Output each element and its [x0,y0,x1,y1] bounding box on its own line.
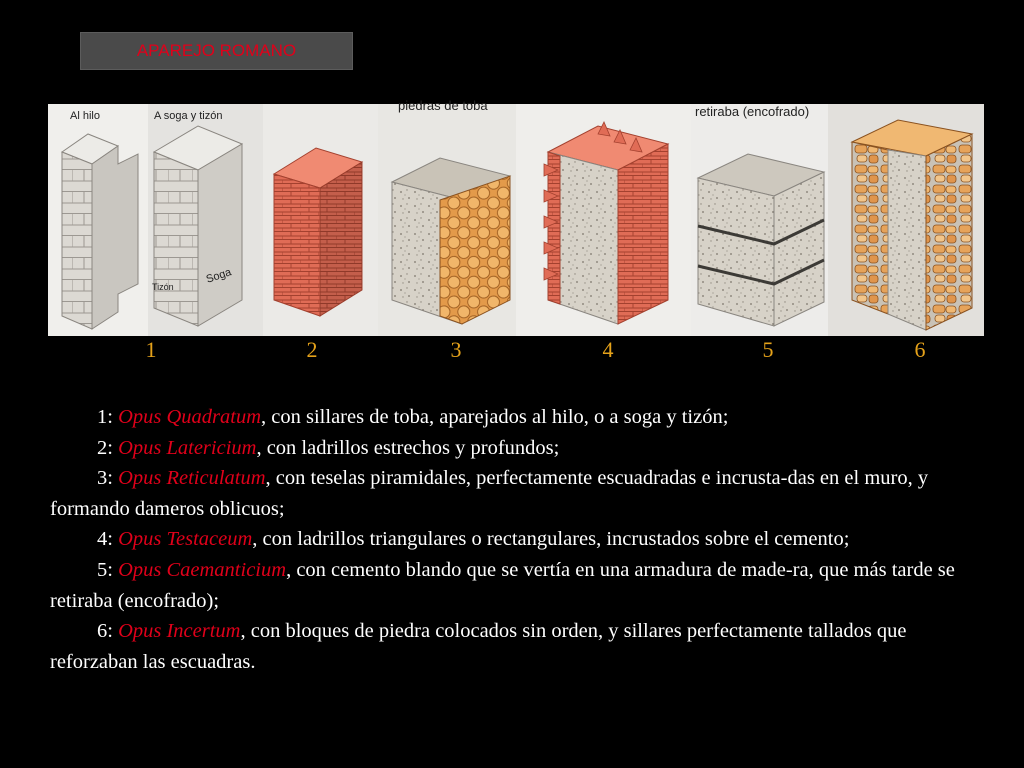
item-text: , con cemento blando que se vertía en una armadura de made-ra, que más tarde se retiraba (encofrado); [50,558,955,612]
item-text: , con bloques de piedra colocados sin orden, y sillares perfectamente tallados que reforzaban las escuadras. [50,620,907,673]
number-1: 1 [145,337,157,362]
wall-soga-tizon [154,126,242,326]
item-6 [50,616,984,677]
item-name: Opus Incertum [118,620,241,643]
item-5 [50,555,984,616]
label-al-hilo: Al hilo [70,110,100,122]
item-name: Opus Quadratum [118,406,262,428]
number-2: 2 [306,337,318,362]
wall-caementicium [698,154,824,326]
item-2 [50,433,984,464]
item-name: Opus Caemanticium [118,558,287,581]
label-soga-tizon: A soga y tizón [154,110,223,122]
wall-reticulatum [392,158,510,324]
item-3 [50,463,984,524]
masonry-drawing [48,104,984,336]
number-3: 3 [450,337,462,362]
item-4 [50,524,984,555]
label-tizon: Tizón [152,282,174,292]
item-number: 4: [97,528,119,551]
item-name: Opus Latericium [118,436,257,459]
wall-testaceum [544,122,668,324]
item-name: Opus Reticulatum [118,467,266,490]
item-number: 1: [97,406,119,428]
item-1 [50,402,984,433]
item-number: 3: [97,467,119,490]
number-5: 5 [762,337,774,362]
item-text: , con ladrillos estrechos y profundos; [256,436,560,459]
description-list [50,402,984,677]
item-text: , con sillares de toba, aparejados al hilo, o a soga y tizón; [261,406,729,428]
item-number: 6: [97,620,119,643]
item-text: , con ladrillos triangulares o rectangulares, incrustados sobre el cemento; [252,528,850,551]
wall-latericium [274,148,362,316]
label-toba: piedras de toba [398,98,488,113]
masonry-illustration [48,98,984,336]
number-4: 4 [602,337,614,362]
item-number: 5: [97,558,119,581]
number-6: 6 [914,337,926,362]
slide-title: APAREJO ROMANO [80,32,353,70]
item-name: Opus Testaceum [118,528,253,551]
item-number: 2: [97,436,119,459]
item-text: , con teselas piramidales, perfectamente escuadradas e incrusta-das en el muro, y formando dameros oblicuos; [50,467,929,520]
wall-incertum [852,120,972,330]
label-encofrado: retiraba (encofrado) [695,104,810,119]
label-soga: Soga [204,266,233,286]
